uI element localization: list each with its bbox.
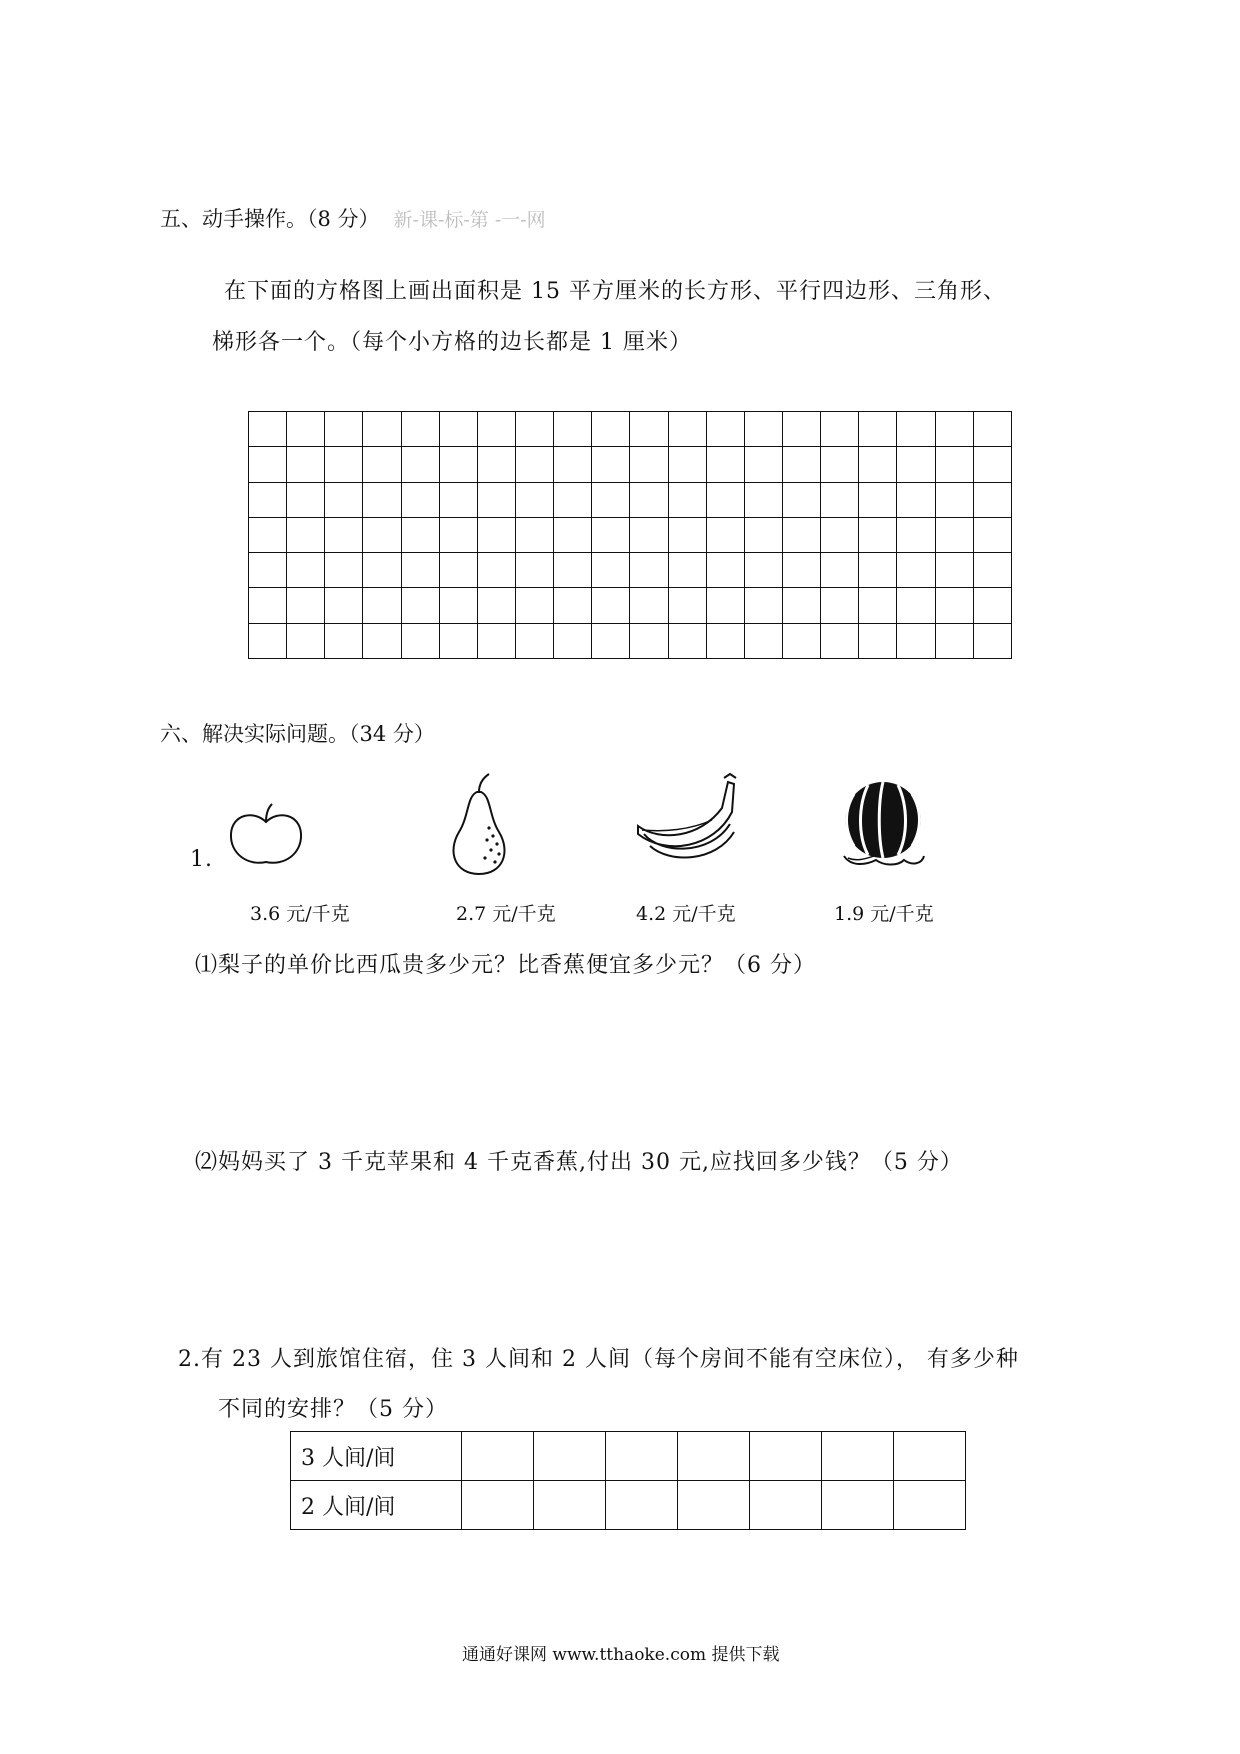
grid-cell[interactable] — [249, 588, 287, 623]
grid-cell[interactable] — [592, 553, 630, 588]
grid-cell[interactable] — [515, 588, 553, 623]
grid-cell[interactable] — [782, 482, 820, 517]
row-label-3-person: 3 人间/间 — [291, 1432, 462, 1481]
grid-cell[interactable] — [897, 517, 935, 552]
grid-cell[interactable] — [325, 412, 363, 447]
grid-cell[interactable] — [744, 553, 782, 588]
grid-cell[interactable] — [439, 553, 477, 588]
grid-row — [249, 623, 1012, 658]
grid-cell[interactable] — [363, 482, 401, 517]
answer-cell[interactable] — [750, 1432, 822, 1481]
grid-cell[interactable] — [897, 623, 935, 658]
answer-cell[interactable] — [606, 1432, 678, 1481]
grid-cell[interactable] — [363, 623, 401, 658]
grid-cell[interactable] — [325, 517, 363, 552]
pear-price: 2.7 元/千克 — [456, 903, 556, 925]
grid-cell[interactable] — [401, 517, 439, 552]
grid-cell[interactable] — [477, 623, 515, 658]
grid-cell[interactable] — [706, 447, 744, 482]
grid-cell[interactable] — [935, 412, 973, 447]
grid-cell[interactable] — [287, 482, 325, 517]
grid-cell[interactable] — [287, 517, 325, 552]
grid-cell[interactable] — [744, 482, 782, 517]
grid-cell[interactable] — [897, 412, 935, 447]
grid-cell[interactable] — [744, 623, 782, 658]
grid-cell[interactable] — [554, 623, 592, 658]
grid-cell[interactable] — [630, 623, 668, 658]
grid-cell[interactable] — [439, 412, 477, 447]
grid-row — [249, 447, 1012, 482]
grid-cell[interactable] — [973, 447, 1011, 482]
section-5-heading — [160, 203, 546, 233]
grid-cell[interactable] — [935, 588, 973, 623]
answer-cell[interactable] — [894, 1432, 966, 1481]
grid-cell[interactable] — [859, 412, 897, 447]
grid-cell[interactable] — [249, 553, 287, 588]
grid-row — [249, 412, 1012, 447]
grid-cell[interactable] — [401, 482, 439, 517]
answer-cell[interactable] — [462, 1481, 534, 1530]
grid-row — [249, 588, 1012, 623]
grid-cell[interactable] — [973, 482, 1011, 517]
instruction-line-2: 梯形各一个。（每个小方格的边长都是 1 厘米） — [212, 330, 692, 355]
answer-cell[interactable] — [534, 1481, 606, 1530]
section-6-heading: 六、解决实际问题。（34 分） — [160, 722, 435, 746]
table-row — [291, 1481, 966, 1530]
grid-cell[interactable] — [821, 588, 859, 623]
watermelon-price: 1.9 元/千克 — [834, 903, 934, 925]
watermelon-icon — [838, 778, 928, 870]
answer-cell[interactable] — [822, 1481, 894, 1530]
grid-cell[interactable] — [630, 482, 668, 517]
grid-cell[interactable] — [439, 482, 477, 517]
answer-cell[interactable] — [678, 1481, 750, 1530]
grid-cell[interactable] — [515, 553, 553, 588]
grid-cell[interactable] — [973, 412, 1011, 447]
square-grid[interactable] — [248, 411, 1012, 659]
grid-cell[interactable] — [477, 482, 515, 517]
grid-cell[interactable] — [744, 588, 782, 623]
grid-cell[interactable] — [859, 588, 897, 623]
apple-price: 3.6 元/千克 — [250, 903, 350, 925]
answer-cell[interactable] — [462, 1432, 534, 1481]
grid-cell[interactable] — [401, 588, 439, 623]
grid-cell[interactable] — [249, 412, 287, 447]
grid-cell[interactable] — [439, 517, 477, 552]
grid-cell[interactable] — [554, 447, 592, 482]
answer-cell[interactable] — [606, 1481, 678, 1530]
grid-cell[interactable] — [592, 412, 630, 447]
grid-cell[interactable] — [744, 517, 782, 552]
grid-cell[interactable] — [630, 553, 668, 588]
grid-cell[interactable] — [744, 447, 782, 482]
grid-cell[interactable] — [630, 447, 668, 482]
grid-cell[interactable] — [897, 447, 935, 482]
grid-cell[interactable] — [477, 588, 515, 623]
grid-cell[interactable] — [515, 447, 553, 482]
grid-cell[interactable] — [935, 482, 973, 517]
answer-cell[interactable] — [678, 1432, 750, 1481]
grid-cell[interactable] — [401, 623, 439, 658]
grid-cell[interactable] — [782, 447, 820, 482]
watermark-text: 新-课-标-第 -一-网 — [393, 209, 546, 231]
grid-cell[interactable] — [782, 517, 820, 552]
question-2-line-2: 不同的安排？（5 分） — [218, 1397, 448, 1422]
grid-cell[interactable] — [706, 553, 744, 588]
answer-cell[interactable] — [750, 1481, 822, 1530]
grid-cell[interactable] — [325, 588, 363, 623]
grid-cell[interactable] — [706, 482, 744, 517]
grid-cell[interactable] — [821, 482, 859, 517]
grid-cell[interactable] — [401, 412, 439, 447]
grid-cell[interactable] — [782, 412, 820, 447]
grid-cell[interactable] — [630, 412, 668, 447]
grid-cell[interactable] — [744, 412, 782, 447]
grid-cell[interactable] — [325, 623, 363, 658]
table-row — [291, 1432, 966, 1481]
grid-cell[interactable] — [592, 447, 630, 482]
grid-cell[interactable] — [363, 588, 401, 623]
grid-cell[interactable] — [325, 447, 363, 482]
grid-cell[interactable] — [249, 623, 287, 658]
grid-cell[interactable] — [515, 412, 553, 447]
grid-cell[interactable] — [973, 588, 1011, 623]
footer-text: 通通好课网 www.tthaoke.com 提供下载 — [462, 1645, 780, 1665]
grid-cell[interactable] — [401, 447, 439, 482]
grid-cell[interactable] — [935, 623, 973, 658]
grid-cell[interactable] — [515, 517, 553, 552]
banana-icon — [630, 772, 740, 868]
grid-cell[interactable] — [668, 412, 706, 447]
grid-cell[interactable] — [325, 482, 363, 517]
grid-cell[interactable] — [668, 482, 706, 517]
grid-cell[interactable] — [935, 517, 973, 552]
grid-cell[interactable] — [592, 588, 630, 623]
grid-cell[interactable] — [477, 517, 515, 552]
grid-row — [249, 553, 1012, 588]
grid-cell[interactable] — [515, 482, 553, 517]
grid-cell[interactable] — [973, 623, 1011, 658]
grid-cell[interactable] — [821, 517, 859, 552]
grid-cell[interactable] — [859, 623, 897, 658]
grid-cell[interactable] — [973, 553, 1011, 588]
grid-cell[interactable] — [821, 623, 859, 658]
grid-cell[interactable] — [592, 517, 630, 552]
grid-cell[interactable] — [363, 447, 401, 482]
grid-cell[interactable] — [249, 517, 287, 552]
grid-cell[interactable] — [782, 588, 820, 623]
grid-cell[interactable] — [363, 517, 401, 552]
section-5-title: 五、动手操作。（8 分） — [160, 207, 380, 231]
grid-cell[interactable] — [630, 588, 668, 623]
grid-cell[interactable] — [477, 553, 515, 588]
grid-cell[interactable] — [554, 588, 592, 623]
grid-cell[interactable] — [630, 517, 668, 552]
grid-row — [249, 517, 1012, 552]
grid-cell[interactable] — [287, 553, 325, 588]
grid-cell[interactable] — [554, 412, 592, 447]
grid-cell[interactable] — [782, 553, 820, 588]
grid-cell[interactable] — [515, 623, 553, 658]
grid-cell[interactable] — [287, 623, 325, 658]
grid-cell[interactable] — [554, 517, 592, 552]
grid-cell[interactable] — [554, 553, 592, 588]
grid-cell[interactable] — [821, 412, 859, 447]
grid-cell[interactable] — [935, 553, 973, 588]
grid-cell[interactable] — [287, 412, 325, 447]
grid-cell[interactable] — [592, 623, 630, 658]
grid-cell[interactable] — [668, 517, 706, 552]
arrangement-table — [290, 1431, 966, 1530]
question-1-part-2: ⑵妈妈买了 3 千克苹果和 4 千克香蕉,付出 30 元,应找回多少钱？（5 分） — [195, 1150, 963, 1175]
apple-icon — [226, 800, 306, 870]
grid-cell[interactable] — [973, 517, 1011, 552]
grid-cell[interactable] — [668, 553, 706, 588]
grid-cell[interactable] — [439, 588, 477, 623]
grid-cell[interactable] — [668, 623, 706, 658]
grid-cell[interactable] — [668, 588, 706, 623]
grid-cell[interactable] — [592, 482, 630, 517]
grid-cell[interactable] — [668, 447, 706, 482]
question-2-line-1: 2.有 23 人到旅馆住宿，住 3 人间和 2 人间（每个房间不能有空床位）， 有多少种 — [178, 1347, 1019, 1372]
grid-cell[interactable] — [401, 553, 439, 588]
grid-cell[interactable] — [782, 623, 820, 658]
grid-cell[interactable] — [821, 447, 859, 482]
grid-cell[interactable] — [859, 482, 897, 517]
answer-cell[interactable] — [822, 1432, 894, 1481]
pear-icon — [445, 770, 515, 880]
grid-cell[interactable] — [554, 482, 592, 517]
grid-cell[interactable] — [439, 447, 477, 482]
grid-cell[interactable] — [325, 553, 363, 588]
grid-cell[interactable] — [287, 588, 325, 623]
grid-cell[interactable] — [706, 623, 744, 658]
grid-cell[interactable] — [706, 588, 744, 623]
grid-cell[interactable] — [439, 623, 477, 658]
grid-cell[interactable] — [859, 447, 897, 482]
grid-cell[interactable] — [859, 517, 897, 552]
grid-cell[interactable] — [897, 588, 935, 623]
grid-cell[interactable] — [897, 482, 935, 517]
grid-cell[interactable] — [935, 447, 973, 482]
question-1-part-1: ⑴梨子的单价比西瓜贵多少元？比香蕉便宜多少元？（6 分） — [195, 953, 816, 978]
grid-row — [249, 482, 1012, 517]
grid-cell[interactable] — [287, 447, 325, 482]
row-label-2-person: 2 人间/间 — [291, 1481, 462, 1530]
answer-cell[interactable] — [534, 1432, 606, 1481]
grid-cell[interactable] — [363, 553, 401, 588]
grid-cell[interactable] — [706, 517, 744, 552]
grid-cell[interactable] — [897, 553, 935, 588]
grid-cell[interactable] — [477, 412, 515, 447]
question-1-number: 1. — [190, 847, 213, 872]
grid-cell[interactable] — [821, 553, 859, 588]
grid-cell[interactable] — [706, 412, 744, 447]
grid-cell[interactable] — [363, 412, 401, 447]
answer-cell[interactable] — [894, 1481, 966, 1530]
grid-cell[interactable] — [249, 447, 287, 482]
grid-cell[interactable] — [477, 447, 515, 482]
grid-cell[interactable] — [859, 553, 897, 588]
banana-price: 4.2 元/千克 — [636, 903, 736, 925]
grid-cell[interactable] — [249, 482, 287, 517]
instruction-line-1: 在下面的方格图上画出面积是 15 平方厘米的长方形、平行四边形、三角形、 — [224, 279, 1006, 304]
